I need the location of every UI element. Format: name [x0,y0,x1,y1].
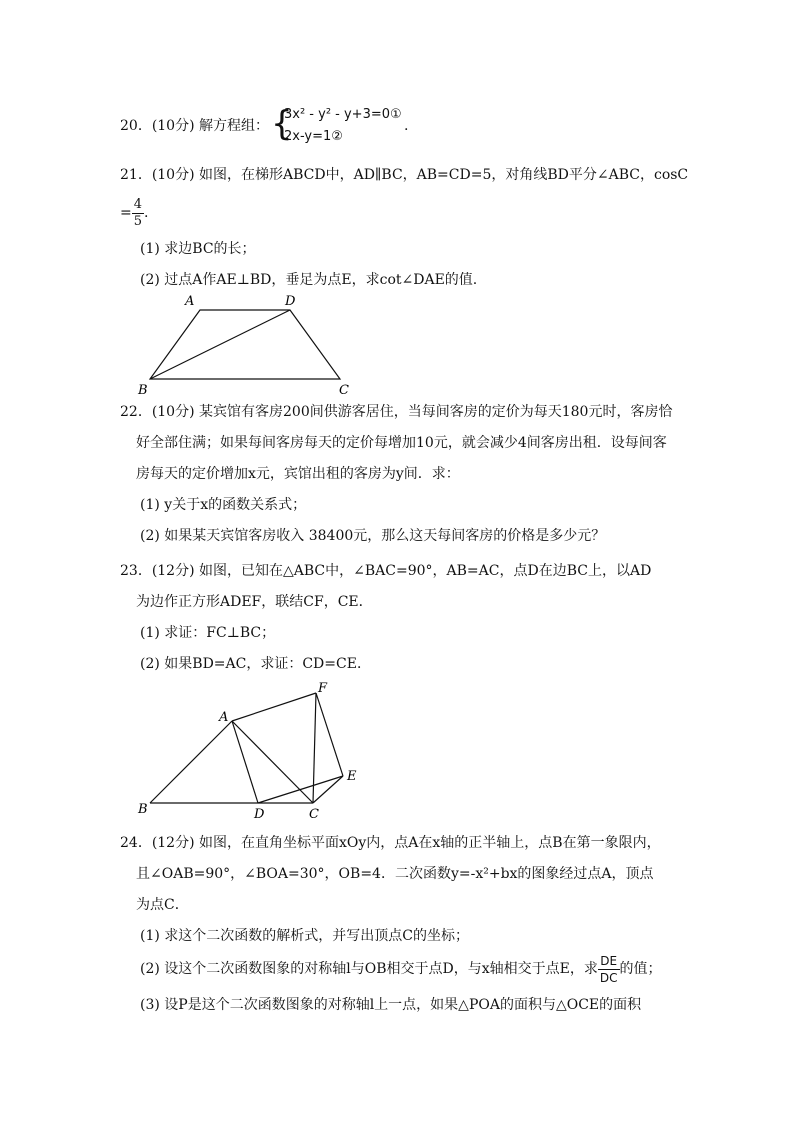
segment-de [258,776,343,803]
q24-sub2-post: 的值； [619,961,662,977]
label-b: B [138,383,148,398]
q21-eq-suffix: . [144,205,149,221]
segment-fa [232,693,316,721]
q22-line2: 好全部住满；如果每间客房每天的定价每增加10元，就会减少4间客房出租．设每间客 [136,435,667,451]
q20-eq2: 2x-y=1② [284,129,343,144]
q21-trapezoid-figure [130,290,370,400]
label-d: D [285,294,296,309]
diagonal-bd [150,310,290,379]
segment-ab [150,721,232,803]
q22-line3: 房每天的定价增加x元，宾馆出租的客房为y间．求： [136,466,460,482]
q23-line1: 23．(12分) 如图，已知在△ABC中，∠BAC=90°，AB=AC，点D在边BC上，以AD [120,563,652,579]
q24-sub3: (3) 设P是这个二次函数图象的对称轴l上一点，如果△POA的面积与△OCE的面积 [140,997,642,1013]
q24-sub1: (1) 求这个二次函数的解析式，并写出顶点C的坐标； [140,928,469,944]
label-c: C [339,383,349,398]
q24-line1: 24．(12分) 如图，在直角坐标平面xOy内，点A在x轴的正半轴上，点B在第一象限内， [120,835,661,851]
segment-ac [232,721,313,803]
q21-sub1: (1) 求边BC的长； [140,241,256,257]
q23-sub1: (1) 求证：FC⊥BC； [140,625,276,641]
label-b: B [138,802,148,817]
label-f: F [318,681,328,696]
q24-sub2-fraction [598,953,620,986]
q23-square-figure [130,680,370,820]
q21-fraction [132,197,144,230]
label-c: C [309,807,319,820]
q21-eq-prefix: = [120,205,132,221]
q24-sub2-pre: (2) 设这个二次函数图象的对称轴l与OB相交于点D，与x轴相交于点E，求 [140,961,598,977]
q24-sub2-line [140,952,662,986]
q21-eq-line [120,196,148,230]
segment-ef [316,693,343,776]
q24-line2: 且∠OAB=90°，∠BOA=30°，OB=4．二次函数y=-x²+bx的图象经过点A，顶点 [136,866,654,882]
trapezoid-abcd [150,310,340,379]
q24-line3: 为点C． [136,897,189,913]
q22-sub2: (2) 如果某天宾馆客房收入 38400元，那么这天每间客房的价格是多少元？ [140,528,606,544]
q24-frac-num: DE [598,953,620,970]
q21-frac-num: 4 [133,196,143,212]
q21-line1: 21．(10分) 如图，在梯形ABCD中，AD∥BC，AB=CD=5，对角线BD平分∠ABC，cosC [120,167,689,183]
segment-ad [232,721,258,803]
label-a: A [219,710,229,725]
q20-eq1: 3x² - y² - y+3=0① [284,107,402,122]
q21-sub2: (2) 过点A作AE⊥BD，垂足为点E，求cot∠DAE的值. [140,272,478,288]
segment-ce [313,776,343,803]
label-e: E [347,769,357,784]
label-a: A [185,294,195,309]
label-d: D [254,807,265,820]
q20-line [120,116,269,136]
q22-sub1: (1) y关于x的函数关系式； [140,497,307,513]
q23-line2: 为边作正方形ADEF，联结CF，CE． [136,594,373,610]
q20-brace: { [271,104,293,144]
q20-suffix: . [404,118,409,134]
q21-frac-den: 5 [133,213,143,229]
q23-sub2: (2) 如果BD=AC，求证：CD=CE． [140,656,371,672]
q22-line1: 22．(10分) 某宾馆有客房200间供游客居住，当每间客房的定价为每天180元时，客房恰 [120,404,673,420]
q20-prefix: 20．(10分) 解方程组： [120,118,270,134]
segment-cf [313,693,316,803]
q24-frac-den: DC [599,970,618,985]
